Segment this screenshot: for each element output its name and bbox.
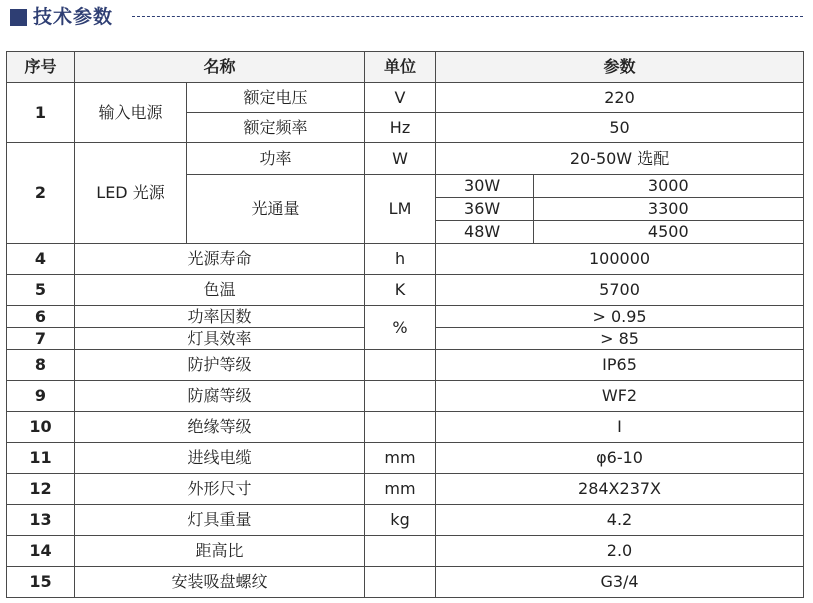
table-row: [7, 536, 804, 567]
row-unit: h: [365, 244, 436, 275]
row-number: 2: [7, 143, 75, 244]
header-no: 序号: [7, 52, 75, 83]
row-number: 5: [7, 275, 75, 306]
row-value: 20-50W 选配: [436, 143, 804, 175]
row-unit: W: [365, 143, 436, 175]
header-param: 参数: [436, 52, 804, 83]
row-unit: mm: [365, 443, 436, 474]
spec-table: [6, 51, 804, 598]
row-sub-name: 光通量: [187, 175, 365, 244]
row-name: 进线电缆: [75, 443, 365, 474]
table-row: [7, 350, 804, 381]
row-number: 11: [7, 443, 75, 474]
row-name: 色温: [75, 275, 365, 306]
table-row: [7, 83, 804, 113]
flux-subtable: [436, 175, 803, 243]
row-unit: [365, 381, 436, 412]
row-sub-name: 功率: [187, 143, 365, 175]
row-value: WF2: [436, 381, 804, 412]
row-unit: [365, 536, 436, 567]
row-number: 10: [7, 412, 75, 443]
table-row: [7, 143, 804, 175]
row-number: 8: [7, 350, 75, 381]
flux-wattage: 30W: [436, 175, 533, 198]
row-number: 9: [7, 381, 75, 412]
row-name: 绝缘等级: [75, 412, 365, 443]
row-value: 4.2: [436, 505, 804, 536]
row-value: > 85: [436, 328, 804, 350]
row-number: 4: [7, 244, 75, 275]
row-number: 6: [7, 306, 75, 328]
table-row: [7, 567, 804, 598]
row-unit: [365, 412, 436, 443]
row-unit: V: [365, 83, 436, 113]
table-row: [7, 306, 804, 328]
row-unit: %: [365, 306, 436, 350]
row-name: 安装吸盘螺纹: [75, 567, 365, 598]
title-divider: [132, 16, 803, 17]
row-value: φ6-10: [436, 443, 804, 474]
row-value: 5700: [436, 275, 804, 306]
header-name: 名称: [75, 52, 365, 83]
row-group-name: 输入电源: [75, 83, 187, 143]
header-unit: 单位: [365, 52, 436, 83]
row-name: 功率因数: [75, 306, 365, 328]
row-name: 防护等级: [75, 350, 365, 381]
table-row: [7, 244, 804, 275]
row-value: 50: [436, 113, 804, 143]
row-sub-name: 额定电压: [187, 83, 365, 113]
header-row: [7, 52, 804, 83]
row-name: 防腐等级: [75, 381, 365, 412]
row-unit: kg: [365, 505, 436, 536]
row-number: 14: [7, 536, 75, 567]
row-unit: LM: [365, 175, 436, 244]
row-unit: K: [365, 275, 436, 306]
row-unit: mm: [365, 474, 436, 505]
row-value: 220: [436, 83, 804, 113]
table-row: [7, 381, 804, 412]
row-number: 1: [7, 83, 75, 143]
row-group-name: LED 光源: [75, 143, 187, 244]
flux-row: [436, 221, 803, 244]
flux-row: [436, 175, 803, 198]
row-sub-name: 额定频率: [187, 113, 365, 143]
row-name: 距高比: [75, 536, 365, 567]
row-value: 2.0: [436, 536, 804, 567]
flux-lumens: 3300: [533, 198, 803, 221]
row-unit: [365, 567, 436, 598]
row-unit: [365, 350, 436, 381]
table-row: [7, 474, 804, 505]
row-value: 284X237X: [436, 474, 804, 505]
row-number: 13: [7, 505, 75, 536]
table-row: [7, 443, 804, 474]
row-name: 灯具重量: [75, 505, 365, 536]
row-unit: Hz: [365, 113, 436, 143]
section-title: 技术参数: [33, 6, 114, 28]
row-number: 12: [7, 474, 75, 505]
flux-lumens: 3000: [533, 175, 803, 198]
flux-row: [436, 198, 803, 221]
row-number: 15: [7, 567, 75, 598]
table-row: [7, 505, 804, 536]
row-value: > 0.95: [436, 306, 804, 328]
row-number: 7: [7, 328, 75, 350]
row-name: 外形尺寸: [75, 474, 365, 505]
table-row: [7, 275, 804, 306]
row-value: IP65: [436, 350, 804, 381]
row-value: G3/4: [436, 567, 804, 598]
title-square-icon: [10, 9, 27, 26]
row-name: 光源寿命: [75, 244, 365, 275]
flux-wattage: 48W: [436, 221, 533, 244]
flux-lumens: 4500: [533, 221, 803, 244]
row-value: I: [436, 412, 804, 443]
row-name: 灯具效率: [75, 328, 365, 350]
row-value: 100000: [436, 244, 804, 275]
flux-wattage: 36W: [436, 198, 533, 221]
flux-subtable-cell: [436, 175, 804, 244]
table-row: [7, 412, 804, 443]
